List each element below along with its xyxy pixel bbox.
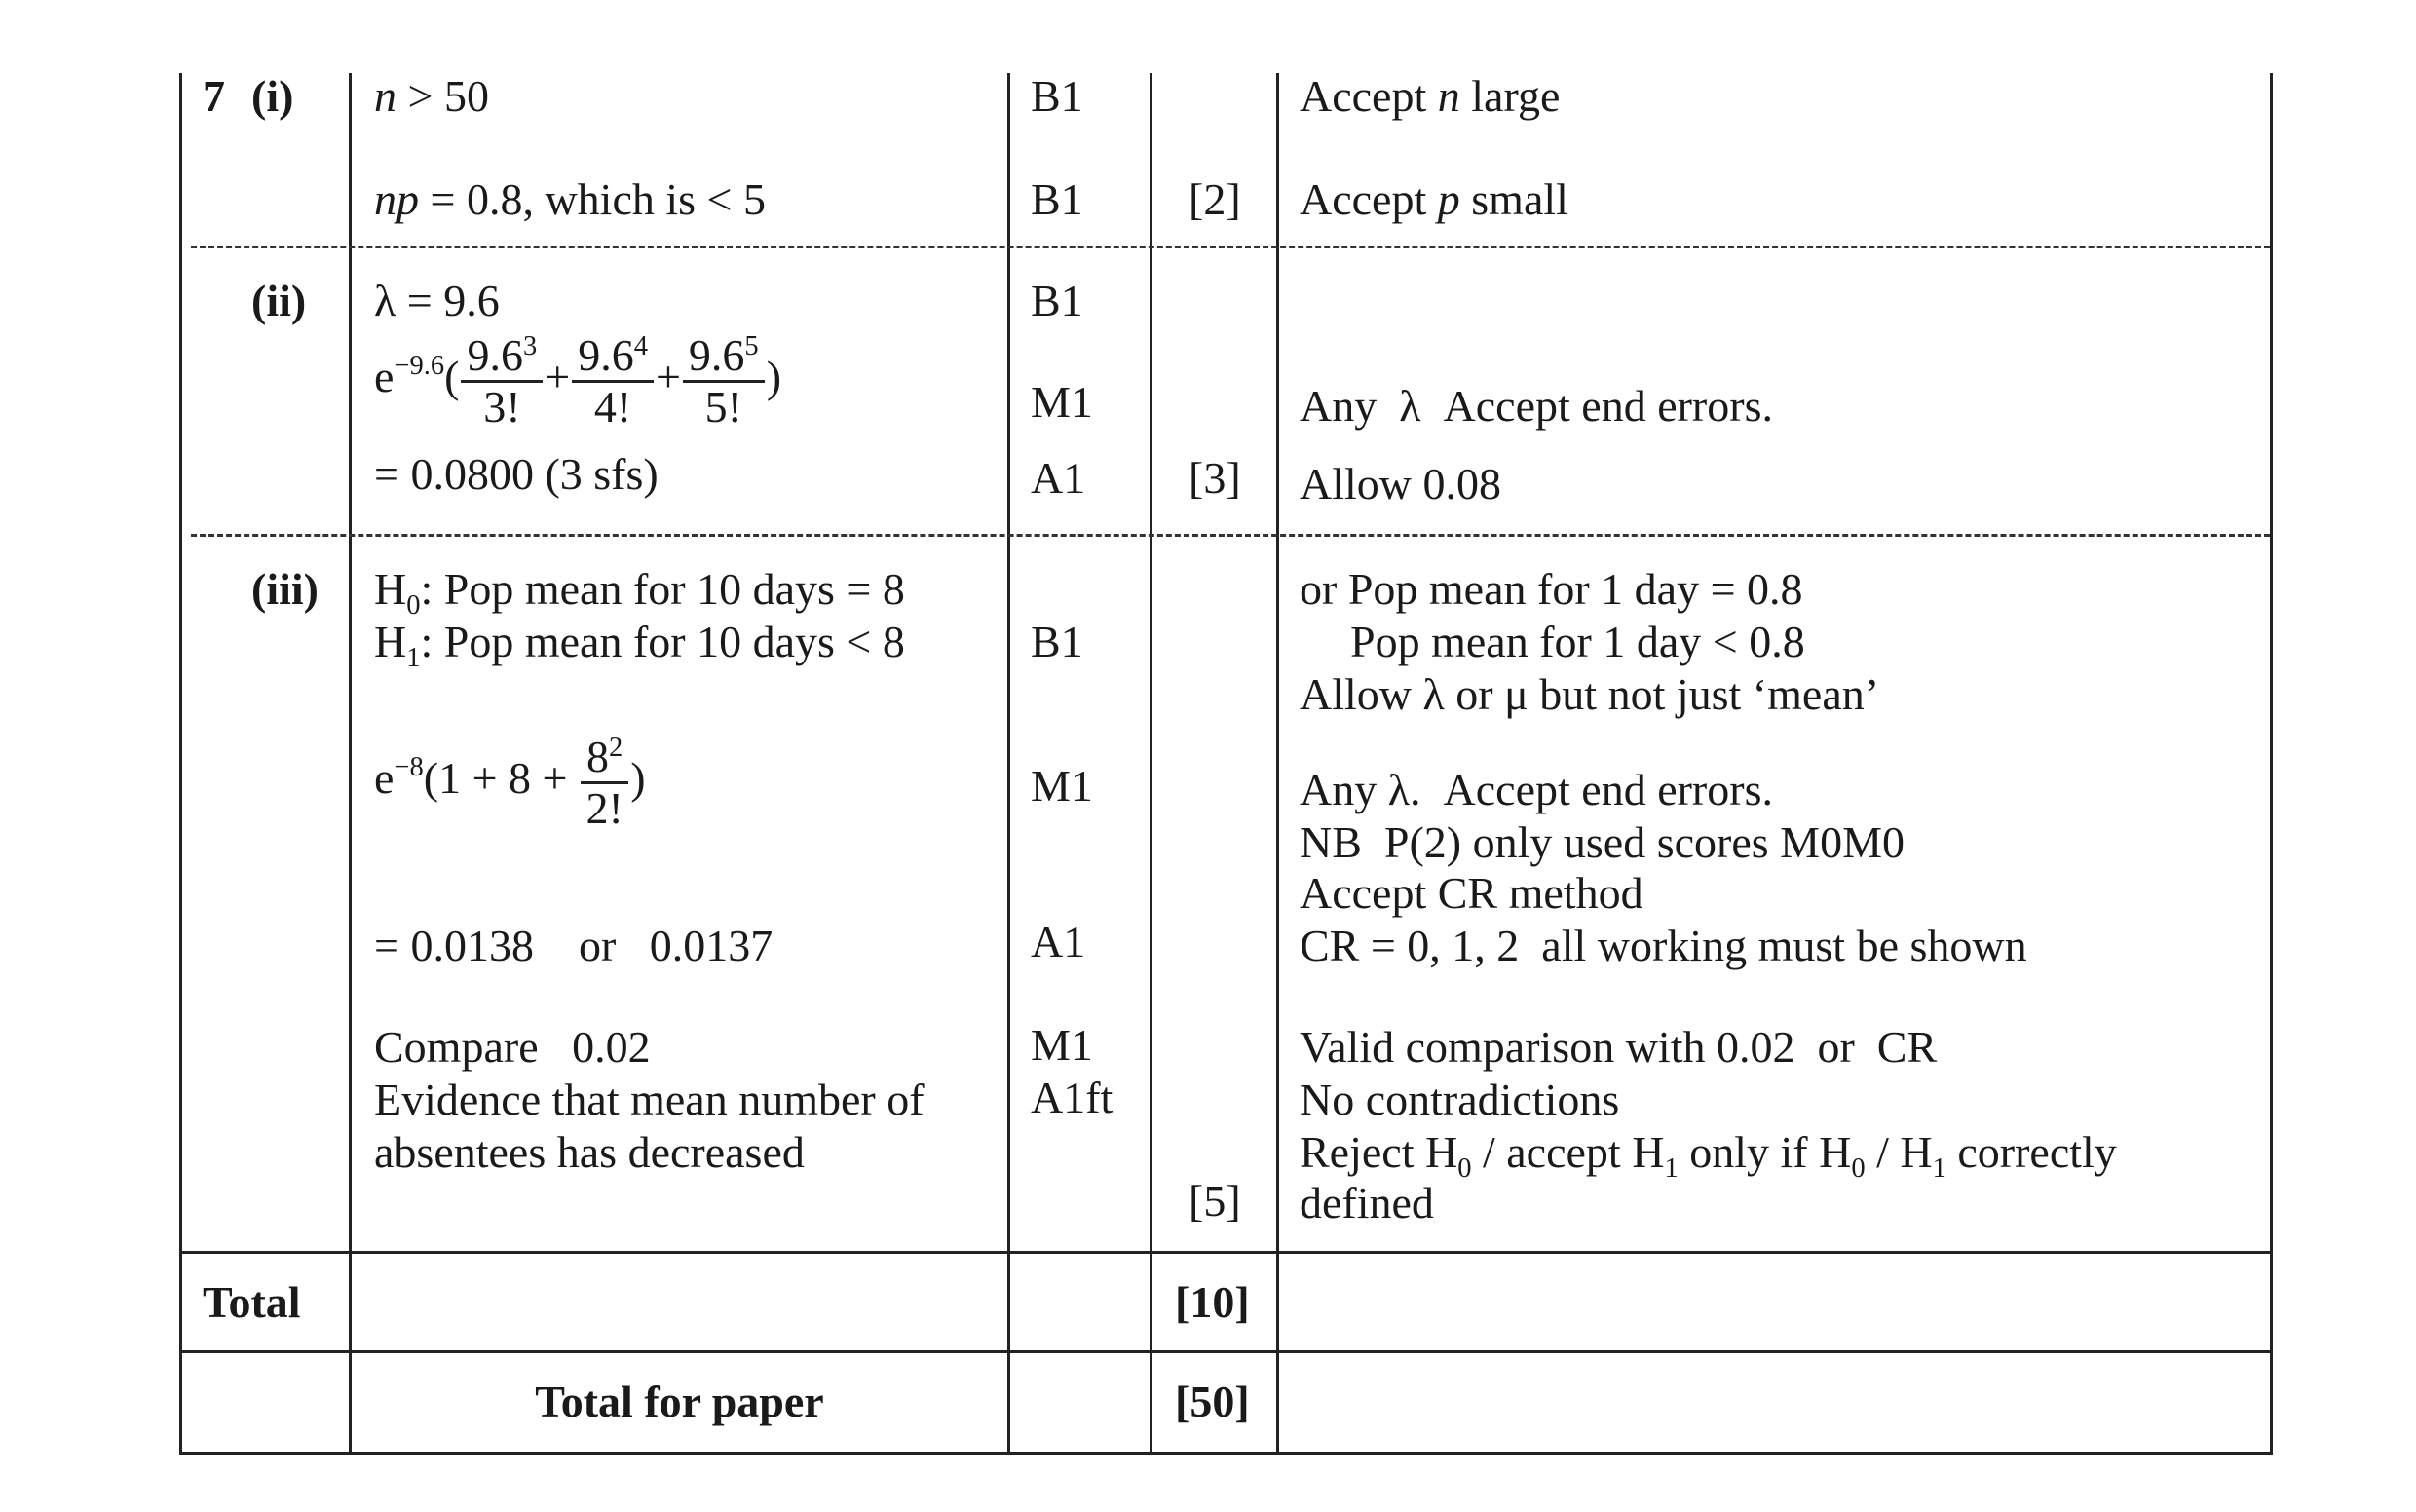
mark-a1ft-iii: A1ft: [1031, 1073, 1114, 1122]
total-value: [10]: [1175, 1277, 1250, 1327]
column-divider-total: [1276, 73, 1279, 1455]
evidence-line-2: absentees has decreased: [374, 1127, 805, 1177]
note-defined: defined: [1300, 1178, 1434, 1228]
table-right-border: [2270, 73, 2273, 1455]
note-any-lambda-ii: Any λ Accept end errors.: [1300, 381, 1773, 431]
separator-paper: [179, 1350, 2273, 1353]
note-accept-n-large: Accept n large: [1300, 71, 1561, 121]
compare-line: Compare 0.02: [374, 1022, 651, 1072]
note-valid-comparison: Valid comparison with 0.02 or CR: [1300, 1022, 1938, 1072]
note-per-day-alt: Pop mean for 1 day < 0.8: [1350, 617, 1805, 666]
column-divider-question: [349, 73, 352, 1455]
note-p2-only: NB P(2) only used scores M0M0: [1300, 817, 1905, 867]
result-iii: = 0.0138 or 0.0137: [374, 921, 774, 970]
note-accept-p-small: Accept p small: [1300, 174, 1568, 224]
total-iii: [5]: [1189, 1176, 1241, 1226]
total-ii: [3]: [1189, 453, 1241, 503]
poisson-formula-iii: $e^{-8}(1 + 8$ + $\frac{8^2}{2!}$ ): [374, 732, 646, 833]
mark-b1-i-2: B1: [1031, 174, 1083, 224]
total-label: Total: [203, 1277, 301, 1327]
result-ii: = 0.0800 (3 sfs): [374, 449, 659, 499]
question-number: 7: [203, 71, 225, 121]
fraction-term-4: $\frac{9.6^4}{4!}$: [572, 331, 654, 432]
note-allow-0-08: Allow 0.08: [1300, 459, 1501, 509]
mark-m1-ii: M1: [1031, 377, 1093, 427]
note-reject-h0: Reject $H_0$ / accept $H_1$ only if $H_0 / H_1$ correctly: [1300, 1127, 2117, 1185]
column-divider-marks: [1150, 73, 1152, 1455]
table-bottom-border: [179, 1452, 2273, 1455]
note-cr-working: CR = 0, 1, 2 all working must be shown: [1300, 921, 2027, 970]
poisson-formula-ii: $e^{-9.6}$( $\frac{9.6^3}{3!}$ + $\frac{9.6^4}{4!}$ + $\frac{9.6^5}{5!}$ ): [374, 330, 782, 432]
note-allow-lambda-mu: Allow λ or μ but not just ‘mean’: [1300, 669, 1880, 719]
alternative-hypothesis: $H_1$: Pop mean for 10 days < 8: [374, 617, 905, 674]
note-no-contradictions: No contradictions: [1300, 1075, 1620, 1124]
answer-np-value: np = 0.8, which is < 5: [374, 174, 766, 224]
column-divider-answer: [1007, 73, 1010, 1455]
mark-b1-iii: B1: [1031, 617, 1083, 666]
fraction-term-5: $\frac{9.6^5}{5!}$: [683, 331, 765, 432]
mark-b1-i-1: B1: [1031, 71, 1083, 121]
note-per-day-null: or Pop mean for 1 day = 0.8: [1300, 564, 1803, 614]
part-ii-label: (ii): [251, 276, 307, 325]
separator-total: [179, 1251, 2273, 1254]
answer-n-greater-50: n > 50: [374, 71, 489, 121]
evidence-line-1: Evidence that mean number of: [374, 1075, 925, 1124]
note-accept-cr: Accept CR method: [1300, 868, 1643, 918]
separator-i-ii: [191, 246, 2270, 248]
part-i-label: (i): [251, 71, 294, 121]
fraction-term-3: $\frac{9.6^3}{3!}$: [461, 331, 543, 432]
fraction-term-2: $\frac{8^2}{2!}$: [581, 733, 628, 833]
part-iii-label: (iii): [251, 564, 319, 614]
lambda-line: λ = 9.6: [374, 276, 500, 325]
mark-m1-iii-compare: M1: [1031, 1020, 1093, 1070]
mark-a1-iii: A1: [1031, 917, 1086, 966]
total-i: [2]: [1189, 174, 1241, 224]
mark-m1-iii-formula: M1: [1031, 761, 1093, 811]
mark-b1-ii: B1: [1031, 276, 1083, 325]
table-left-border: [179, 73, 182, 1455]
separator-ii-iii: [191, 534, 2270, 537]
mark-a1-ii: A1: [1031, 453, 1086, 503]
total-for-paper-value: [50]: [1175, 1377, 1250, 1426]
total-for-paper-label: Total for paper: [535, 1377, 824, 1426]
null-hypothesis: $H_0$: Pop mean for 10 days = 8: [374, 564, 905, 622]
note-any-lambda-iii: Any λ. Accept end errors.: [1300, 765, 1773, 814]
